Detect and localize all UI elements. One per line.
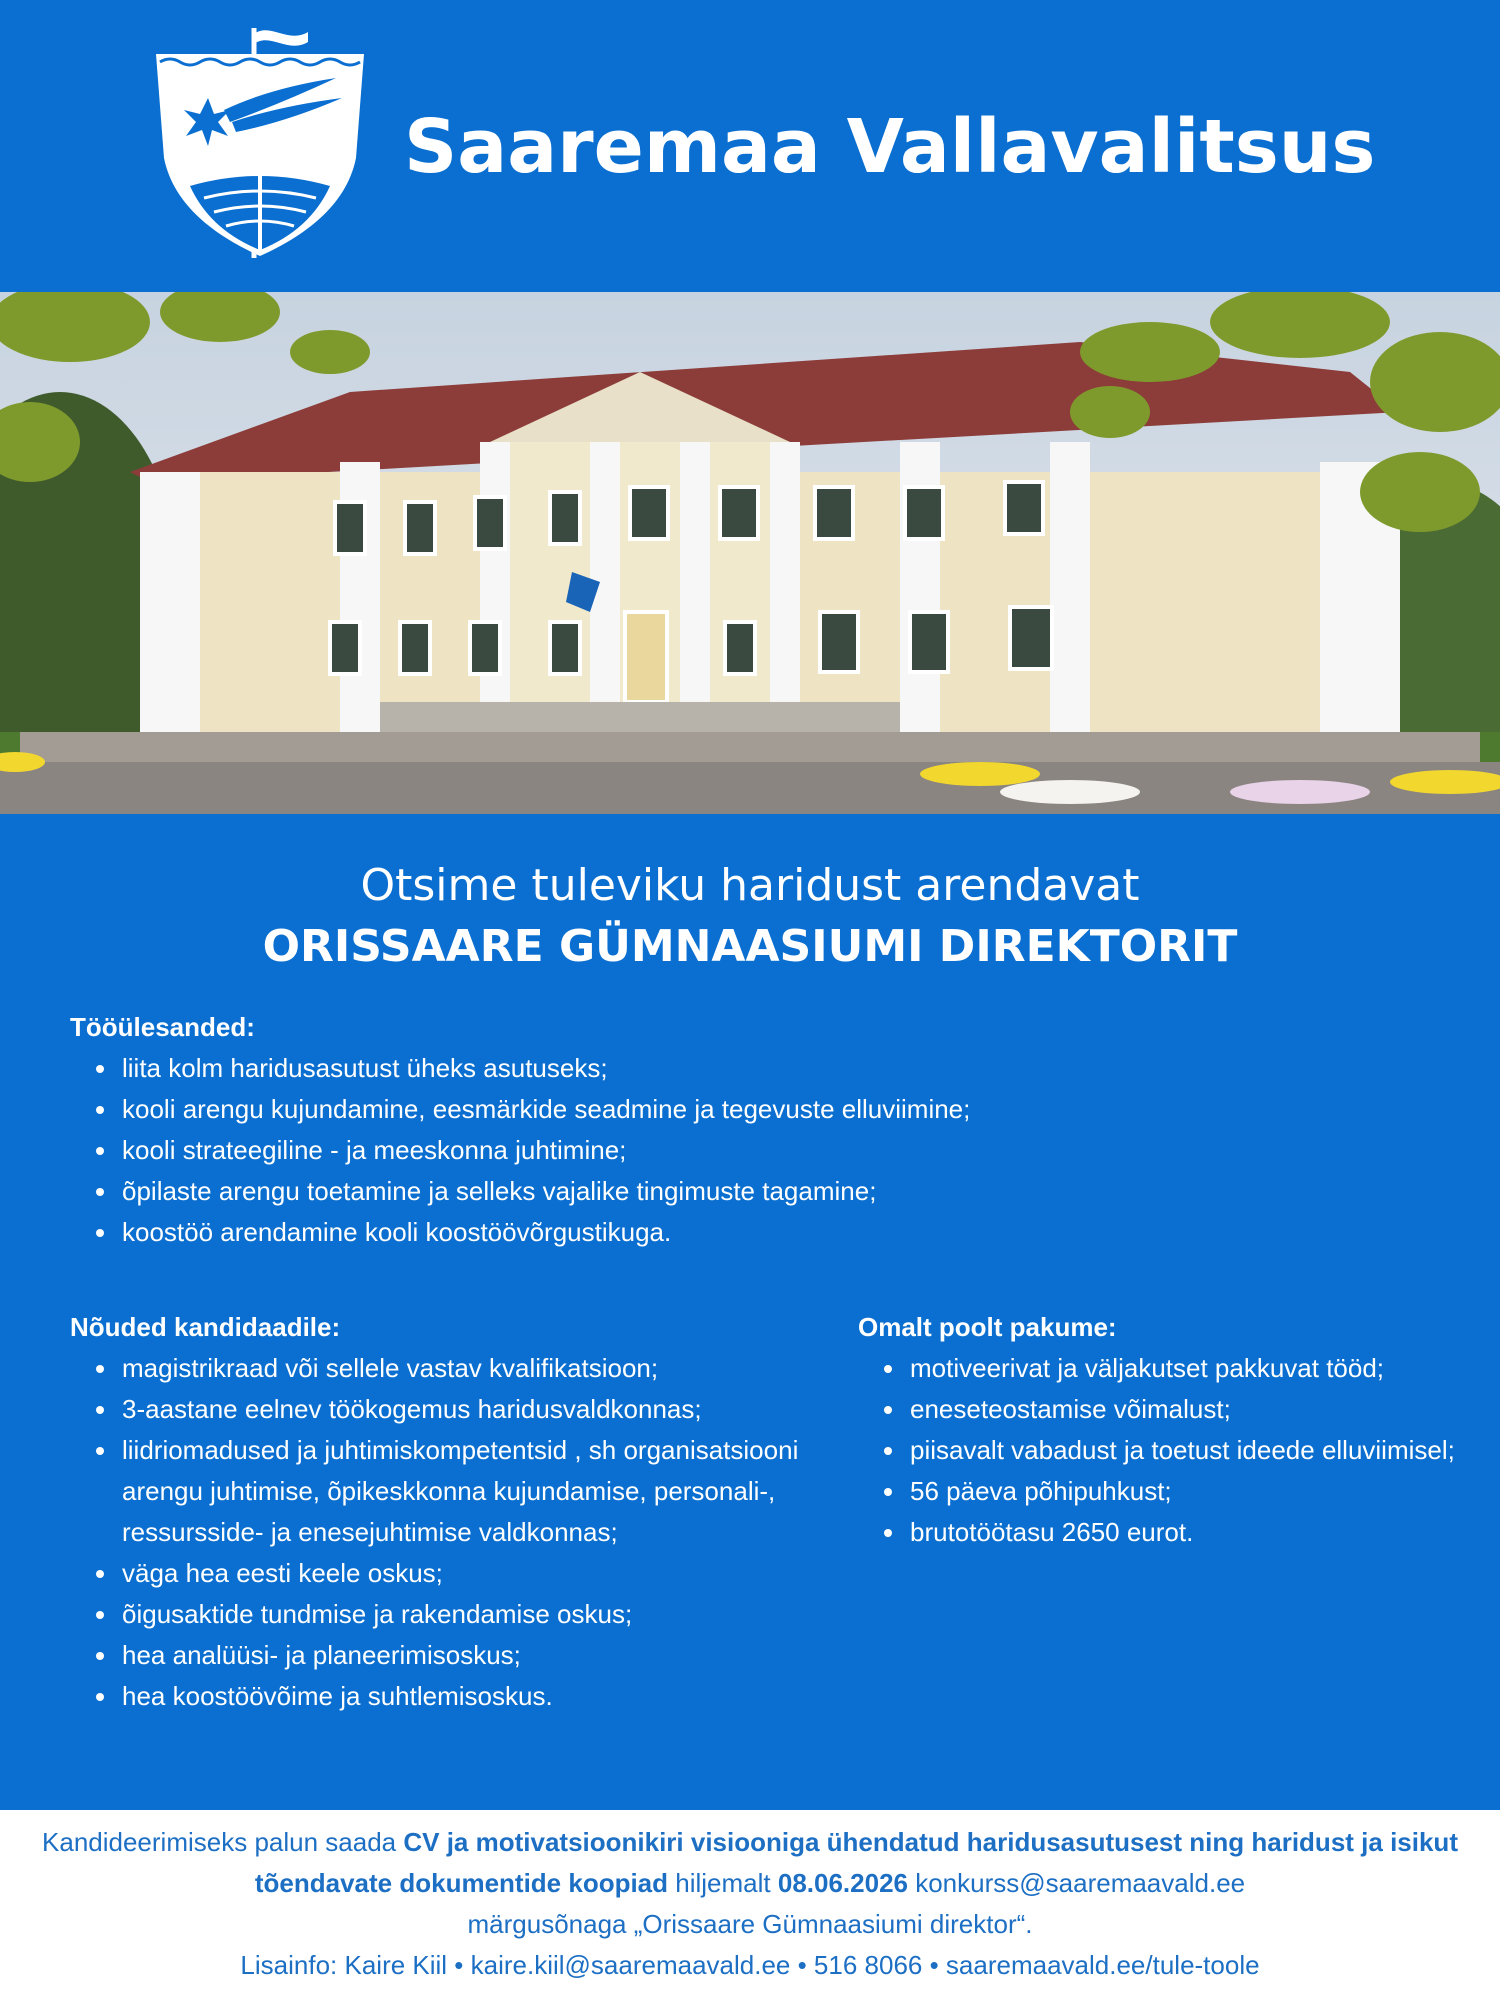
list-item: kooli arengu kujundamine, eesmärkide seadmine ja tegevuste elluviimine; xyxy=(70,1089,1430,1130)
offer-section xyxy=(858,1310,1458,1553)
school-building-photo xyxy=(0,292,1500,814)
tasks-section xyxy=(70,1010,1430,1253)
apply-documents: CV ja motivatsioonikiri visiooniga ühendatud haridusasutusest ning haridust ja isikut tõendavate dokumentide koopiad xyxy=(254,1827,1458,1898)
application-footer xyxy=(0,1810,1500,2000)
list-item: õpilaste arengu toetamine ja selleks vajalike tingimuste tagamine; xyxy=(70,1171,1430,1212)
header-banner xyxy=(0,0,1500,292)
list-item: eneseteostamise võimalust; xyxy=(858,1389,1458,1430)
list-item: koostöö arendamine kooli koostöövõrgustikuga. xyxy=(70,1212,1430,1253)
contest-email-link[interactable]: konkurss@saaremaavald.ee xyxy=(908,1868,1246,1898)
list-item: väga hea eesti keele oskus; xyxy=(70,1553,850,1594)
list-item: hea analüüsi- ja planeerimisoskus; xyxy=(70,1635,850,1676)
list-item: motiveerivat ja väljakutset pakkuvat tööd; xyxy=(858,1348,1458,1389)
contact-info[interactable]: Lisainfo: Kaire Kiil • kaire.kiil@saaremaavald.ee • 516 8066 • saaremaavald.ee/tule-toole xyxy=(240,1950,1260,1980)
requirements-title: Nõuded kandidaadile: xyxy=(70,1312,341,1342)
list-item: piisavalt vabadust ja toetust ideede elluviimisel; xyxy=(858,1430,1458,1471)
list-item: kooli strateegiline - ja meeskonna juhtimine; xyxy=(70,1130,1430,1171)
list-item: 56 päeva põhipuhkust; xyxy=(858,1471,1458,1512)
tasks-title: Tööülesanded: xyxy=(70,1012,255,1042)
headline-intro: Otsime tuleviku haridust arendavat xyxy=(360,860,1140,911)
list-item: magistrikraad või sellele vastav kvalifikatsioon; xyxy=(70,1348,850,1389)
requirements-section xyxy=(70,1310,850,1717)
apply-prefix: Kandideerimiseks palun saada xyxy=(42,1827,404,1857)
list-item: õigusaktide tundmise ja rakendamise oskus; xyxy=(70,1594,850,1635)
tasks-list xyxy=(70,1048,1430,1253)
organization-name: Saaremaa Vallavalitsus xyxy=(404,104,1376,190)
list-item: 3-aastane eelnev töökogemus haridusvaldkonnas; xyxy=(70,1389,850,1430)
deadline-date: 08.06.2026 xyxy=(777,1868,908,1898)
list-item: liidriomadused ja juhtimiskompetentsid , sh organisatsiooni arengu juhtimise, õpikeskkonna kujundamise, personali-, ressursside- ja enesejuhtimise valdkonnas; xyxy=(70,1430,850,1553)
saaremaa-coat-of-arms-icon xyxy=(150,18,370,268)
application-instructions xyxy=(0,1810,1500,1904)
headline-position: ORISSAARE GÜMNAASIUMI DIREKTORIT xyxy=(262,921,1238,972)
list-item: liita kolm haridusasutust üheks asutuseks; xyxy=(70,1048,1430,1089)
job-headline xyxy=(0,856,1500,978)
offer-list xyxy=(858,1348,1458,1553)
offer-title: Omalt poolt pakume: xyxy=(858,1312,1117,1342)
apply-deadline-label: hiljemalt xyxy=(668,1868,778,1898)
list-item: hea koostöövõime ja suhtlemisoskus. xyxy=(70,1676,850,1717)
list-item: brutotöötasu 2650 eurot. xyxy=(858,1512,1458,1553)
application-tagline: märgusõnaga „Orissaare Gümnaasiumi direktor“. xyxy=(467,1909,1033,1939)
requirements-list xyxy=(70,1348,850,1717)
